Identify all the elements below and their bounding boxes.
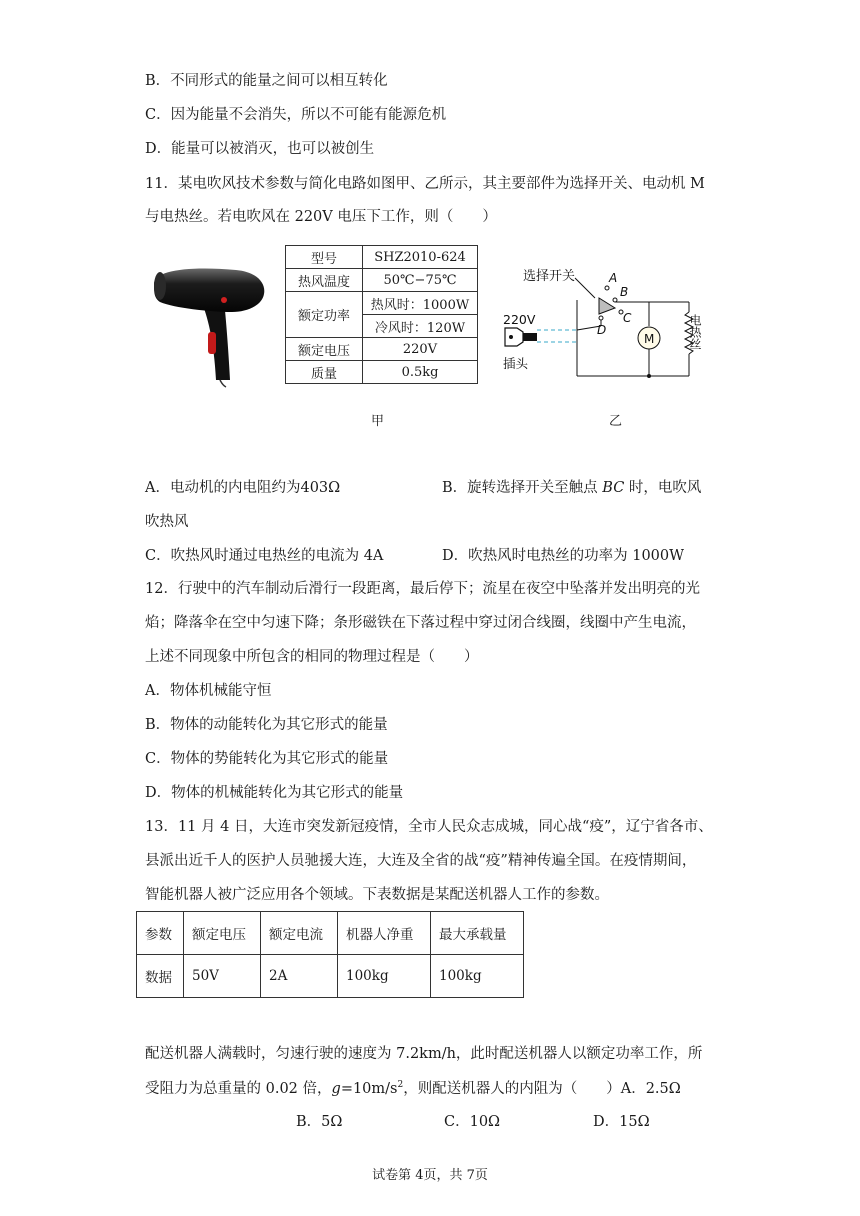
caption-jia: 甲 <box>371 414 385 429</box>
spec-label-model: 型号 <box>286 246 363 269</box>
table-cell: 2A <box>261 955 338 998</box>
q12-stem-line3: 上述不同现象中所包含的相同的物理过程是（ ） <box>145 649 479 665</box>
point-c-label: C <box>623 311 632 325</box>
q13-option-b: B．5Ω <box>296 1114 343 1130</box>
table-cell: 100kg <box>431 955 524 998</box>
q11-option-b-part1: B．旋转选择开关至触点 <box>442 480 603 496</box>
spec-value-hot-power: 热风时：1000W <box>363 292 478 315</box>
q11-option-b-var: BC <box>602 480 625 496</box>
caption-yi: 乙 <box>609 414 623 429</box>
spec-label-mass: 质量 <box>286 361 363 384</box>
q13-option-c: C．10Ω <box>444 1114 501 1130</box>
spec-value-mass: 0.5kg <box>363 361 478 384</box>
q13-body-line2 <box>145 1081 681 1096</box>
q13-body-line2-part3: ，则配送机器人的内阻为（ ）A．2.5Ω <box>403 1080 681 1097</box>
q11-option-c: C．吹热风时通过电热丝的电流为 4A <box>145 548 384 564</box>
robot-parameter-table <box>136 911 524 998</box>
table-cell: 50V <box>184 955 261 998</box>
q13-body-line1: 配送机器人满载时，匀速行驶的速度为 7.2km/h，此时配送机器人以额定功率工作，所 <box>145 1046 703 1062</box>
table-cell: 参数 <box>137 912 184 955</box>
q11-stem-line1: 11．某电吹风技术参数与简化电路如图甲、乙所示，其主要部件为选择开关、电动机 M <box>145 176 705 192</box>
q13-option-d: D．15Ω <box>593 1114 650 1130</box>
switch-label: 选择开关 <box>523 269 576 284</box>
motor-label: M <box>644 332 655 346</box>
point-b-label: B <box>620 285 629 299</box>
spec-value-model: SHZ2010-624 <box>363 246 478 269</box>
heater-label: 电热丝 <box>688 314 702 350</box>
q12-stem-line2: 焰；降落伞在空中匀速下降；条形磁铁在下落过程中穿过闭合线圈，线圈中产生电流， <box>145 615 696 631</box>
q12-option-a: A．物体机械能守恒 <box>145 683 272 699</box>
q12-option-b: B．物体的动能转化为其它形式的能量 <box>145 717 388 733</box>
q11-option-b <box>442 481 701 496</box>
table-cell: 额定电压 <box>184 912 261 955</box>
voltage-label: 220V <box>503 312 536 327</box>
q11-option-d: D．吹热风时电热丝的功率为 1000W <box>442 548 685 564</box>
table-cell: 机器人净重 <box>338 912 431 955</box>
q11-option-b-part2: 时，电吹风 <box>624 480 702 496</box>
q13-superscript: 2 <box>397 1080 404 1090</box>
q10-option-b: B．不同形式的能量之间可以相互转化 <box>145 73 388 89</box>
table-cell: 额定电流 <box>261 912 338 955</box>
spec-table <box>285 245 478 384</box>
q11-option-a: A．电动机的内电阻约为403Ω <box>145 480 341 496</box>
q12-option-c: C．物体的势能转化为其它形式的能量 <box>145 751 389 767</box>
q13-stem-line2: 县派出近千人的医护人员驰援大连，大连及全省的战“疫”精神传遍全国。在疫情期间， <box>145 853 697 869</box>
spec-label-power: 额定功率 <box>286 292 363 338</box>
spec-label-temp: 热风温度 <box>286 269 363 292</box>
table-row <box>137 955 524 998</box>
q13-stem-line1: 13．11 月 4 日，大连市突发新冠疫情，全市人民众志成城，同心战“疫”，辽宁省各市、 <box>145 819 713 835</box>
table-cell: 100kg <box>338 955 431 998</box>
table-cell: 数据 <box>137 955 184 998</box>
spec-value-cold-power: 冷风时：120W <box>363 315 478 338</box>
table-row <box>137 912 524 955</box>
q13-body-line2-part2: =10m/s <box>340 1080 398 1097</box>
q11-stem-line2: 与电热丝。若电吹风在 220V 电压下工作，则（ ） <box>145 209 497 225</box>
plug-label: 插头 <box>503 356 529 371</box>
point-d-label: D <box>597 323 607 337</box>
table-cell: 最大承载量 <box>431 912 524 955</box>
point-a-label: A <box>609 271 618 285</box>
hair-dryer-image <box>150 262 270 387</box>
q13-stem-line3: 智能机器人被广泛应用各个领域。下表数据是某配送机器人工作的参数。 <box>145 887 609 903</box>
spec-label-voltage: 额定电压 <box>286 338 363 361</box>
q10-option-d: D．能量可以被消灭，也可以被创生 <box>145 141 375 157</box>
spec-value-temp: 50℃−75℃ <box>363 269 478 292</box>
q12-option-d: D．物体的机械能转化为其它形式的能量 <box>145 785 404 801</box>
q10-option-c: C．因为能量不会消失，所以不可能有能源危机 <box>145 107 447 123</box>
q13-body-line2-part1: 受阻力为总重量的 0.02 倍， <box>145 1080 332 1097</box>
spec-value-voltage: 220V <box>363 338 478 361</box>
page-footer: 试卷第 4页，共 7页 <box>372 1168 488 1183</box>
q12-stem-line1: 12．行驶中的汽车制动后滑行一段距离，最后停下；流星在夜空中坠落并发出明亮的光 <box>145 581 700 597</box>
circuit-diagram <box>495 262 705 382</box>
q11-option-b-continued: 吹热风 <box>145 514 189 530</box>
g-variable: g <box>331 1080 341 1097</box>
